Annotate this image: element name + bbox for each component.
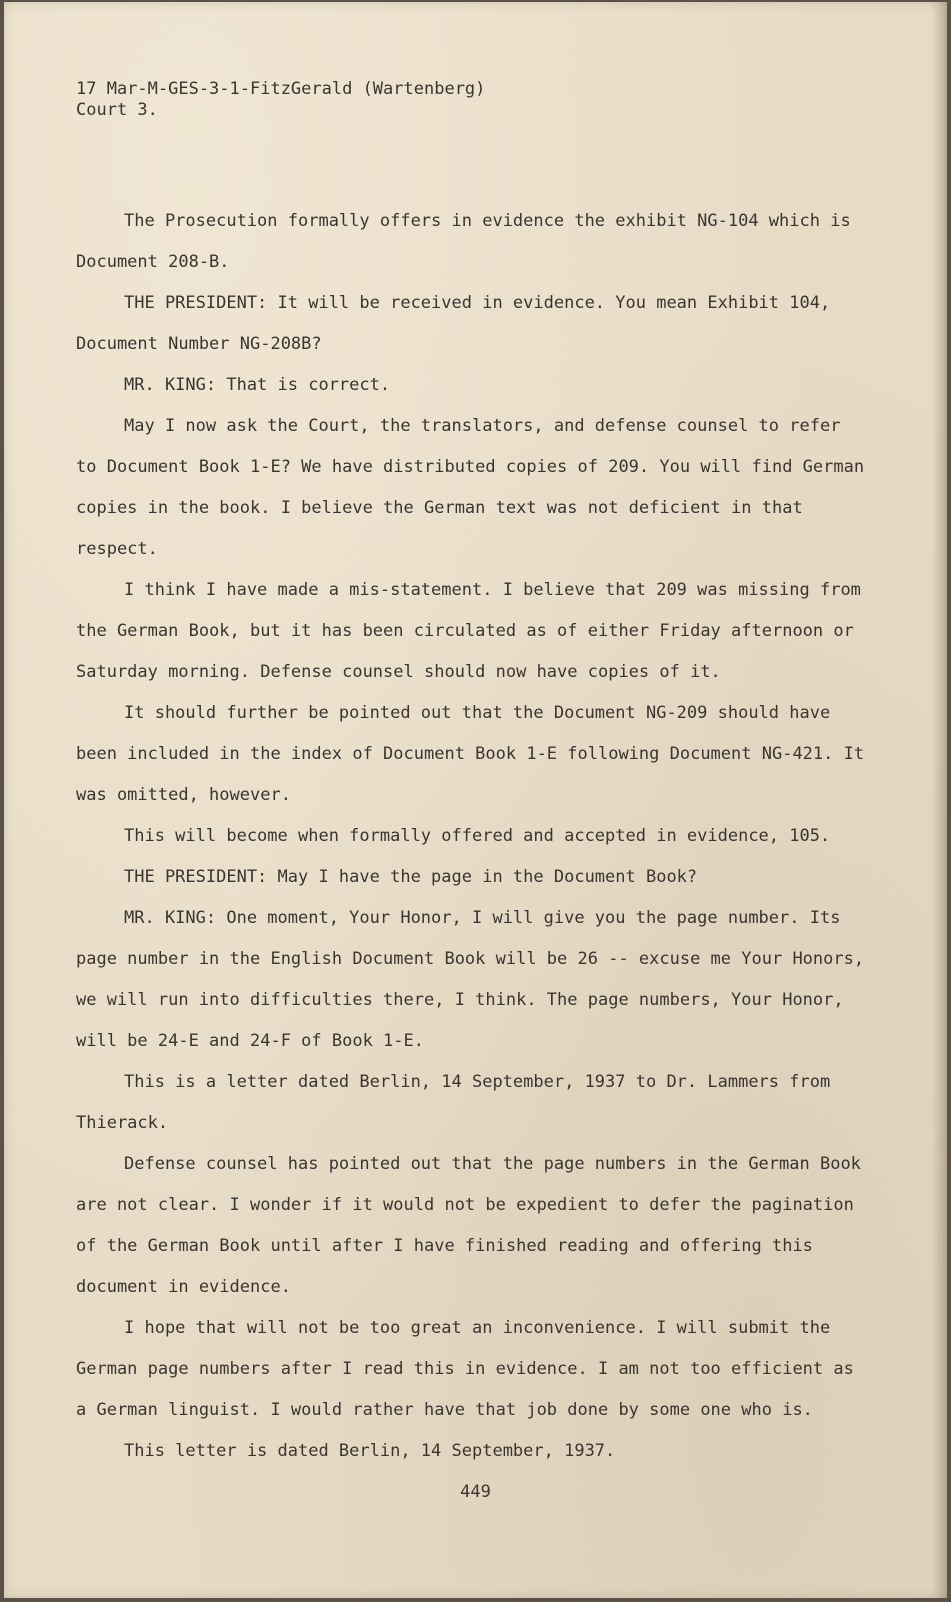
paragraph: This letter is dated Berlin, 14 September, 1937. (124, 1441, 616, 1461)
paragraph: This is a letter dated Berlin, 14 September, 1937 to Dr. Lammers from Thierack. (76, 1072, 831, 1133)
page-edge-shadow (931, 2, 947, 1598)
document-header (76, 79, 485, 121)
paragraph: MR. KING: That is correct. (124, 375, 391, 395)
paragraph: Defense counsel has pointed out that the page numbers in the German Book are not clear. I wonder if it would not be expedient to defer the pagination of the German Book until after I have finished reading and offering this document in evidence. (76, 1154, 861, 1297)
transcript-body (76, 201, 866, 1472)
paragraph: It should further be pointed out that the Document NG-209 should have been included in the index of Document Book 1-E following Document NG-421. It was omitted, however. (76, 703, 865, 805)
paragraph: This will become when formally offered and accepted in evidence, 105. (124, 826, 831, 846)
paragraph: THE PRESIDENT: May I have the page in the Document Book? (124, 867, 698, 887)
header-line-1: 17 Mar-M-GES-3-1-FitzGerald (Wartenberg) (76, 79, 486, 99)
paragraph: I hope that will not be too great an inconvenience. I will submit the German page numbers after I read this in evidence. I am not too efficient as a German linguist. I would rather have that job done by some one who is. (76, 1318, 854, 1420)
header-line-2: Court 3. (76, 100, 158, 120)
page-number: 449 (460, 1482, 491, 1502)
paragraph: THE PRESIDENT: It will be received in evidence. You mean Exhibit 104, Document Number NG-208B? (76, 293, 831, 354)
document-page (4, 2, 947, 1598)
paragraph: May I now ask the Court, the translators, and defense counsel to refer to Document Book 1-E? We have distributed copies of 209. You will find German copies in the book. I believe the German text was not deficient in that respect. (76, 416, 865, 559)
paragraph: MR. KING: One moment, Your Honor, I will give you the page number. Its page number in the English Document Book will be 26 -- excuse me Your Honors, we will run into difficulties there, I think. The page numbers, Your Honor, will be 24-E and 24-F of Book 1-E. (76, 908, 865, 1051)
paragraph: The Prosecution formally offers in evidence the exhibit NG-104 which is Document 208-B. (76, 211, 851, 272)
paragraph: I think I have made a mis-statement. I believe that 209 was missing from the German Book, but it has been circulated as of either Friday afternoon or Saturday morning. Defense counsel should now have copies of it. (76, 580, 861, 682)
